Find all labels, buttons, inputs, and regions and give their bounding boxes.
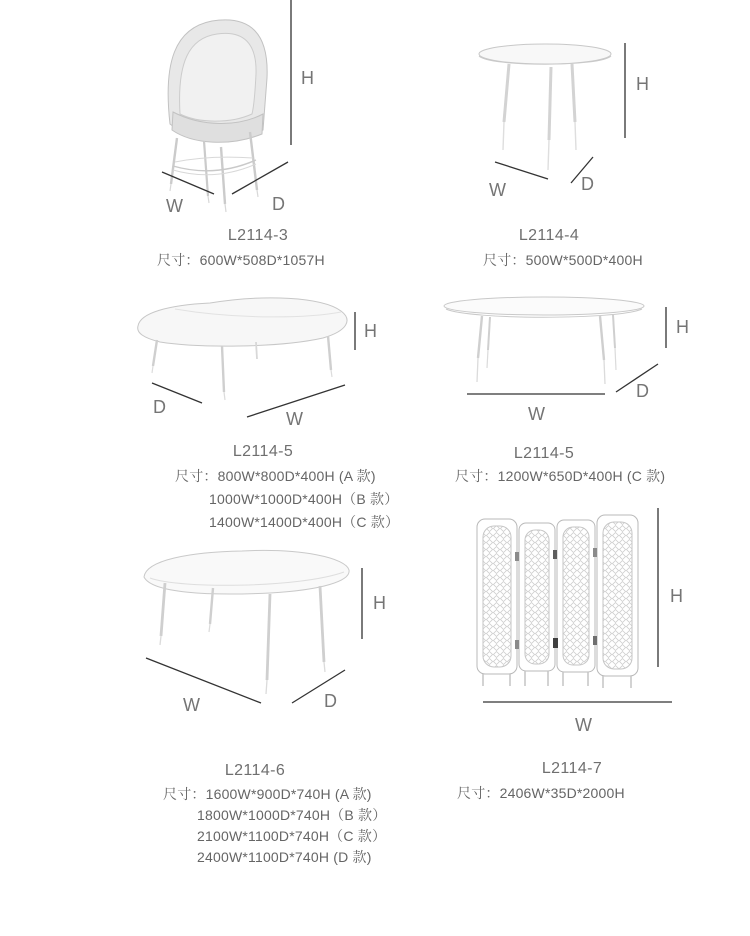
product-cell-round-side-table <box>430 0 740 280</box>
height-dimension-label: H <box>636 74 649 94</box>
product-code: L2114-5 <box>232 443 294 460</box>
height-dimension-label: H <box>670 586 683 606</box>
depth-dimension-label: D <box>636 381 649 401</box>
width-dimension-label: W <box>183 695 200 715</box>
depth-dimension-label: D <box>581 174 594 194</box>
product-sizes <box>455 466 665 487</box>
depth-dimension-label: D <box>324 691 337 711</box>
product-code: L2114-7 <box>541 760 603 777</box>
size-spec-line: 尺寸：1600W*900D*740H (A 款) <box>163 786 372 802</box>
size-spec-line: 尺寸：500W*500D*400H <box>483 252 643 268</box>
product-sizes <box>157 250 325 271</box>
size-spec-line: 2100W*1100D*740H（C 款） <box>197 828 387 844</box>
width-dimension-line <box>495 162 548 179</box>
product-sizes <box>175 465 399 534</box>
product-code: L2114-6 <box>224 762 286 779</box>
width-dimension-label: W <box>489 180 506 200</box>
folding-screen-illustration <box>430 490 740 830</box>
size-spec-line: 尺寸：2406W*35D*2000H <box>457 785 625 801</box>
oval-coffee-table-sketch <box>444 297 644 384</box>
depth-dimension-label: D <box>153 397 166 417</box>
width-dimension-label: W <box>575 715 592 735</box>
size-spec-line: 尺寸：1200W*650D*400H (C 款) <box>455 468 666 484</box>
height-dimension-label: H <box>301 68 314 88</box>
product-cell-oval-coffee-table <box>430 280 740 510</box>
product-code: L2114-4 <box>518 227 580 244</box>
square-coffee-table-sketch <box>138 298 347 400</box>
size-spec-line: 2400W*1100D*740H (D 款) <box>197 849 372 865</box>
bar-stool-sketch <box>168 20 267 212</box>
oval-dining-table-sketch <box>144 550 349 694</box>
height-dimension-label: H <box>364 321 377 341</box>
product-cell-folding-screen <box>430 490 740 830</box>
product-code: L2114-3 <box>227 227 289 244</box>
size-spec-line: 尺寸：800W*800D*400H (A 款) <box>175 468 376 484</box>
width-dimension-label: W <box>286 409 303 429</box>
product-code: L2114-5 <box>513 445 575 462</box>
height-dimension-label: H <box>373 593 386 613</box>
size-spec-line: 1400W*1400D*400H（C 款） <box>209 514 400 530</box>
height-dimension-label: H <box>676 317 689 337</box>
width-dimension-label: W <box>166 196 183 216</box>
round-side-table-sketch <box>479 44 611 170</box>
width-dimension-label: W <box>528 404 545 424</box>
depth-dimension-label: D <box>272 194 285 214</box>
product-sizes <box>457 783 625 804</box>
product-cell-square-coffee-table <box>120 280 410 540</box>
product-cell-bar-stool <box>80 0 410 280</box>
width-dimension-line <box>146 658 261 703</box>
size-spec-line: 1000W*1000D*400H（B 款） <box>209 491 399 507</box>
depth-dimension-line <box>292 670 345 703</box>
product-sizes <box>483 250 643 271</box>
depth-dimension-line <box>232 162 288 194</box>
folding-screen-sketch <box>477 515 638 688</box>
size-spec-line: 1800W*1000D*740H（B 款） <box>197 807 387 823</box>
product-cell-oval-dining-table <box>120 540 430 880</box>
product-sizes <box>163 784 386 868</box>
size-spec-line: 尺寸：600W*508D*1057H <box>157 252 325 268</box>
